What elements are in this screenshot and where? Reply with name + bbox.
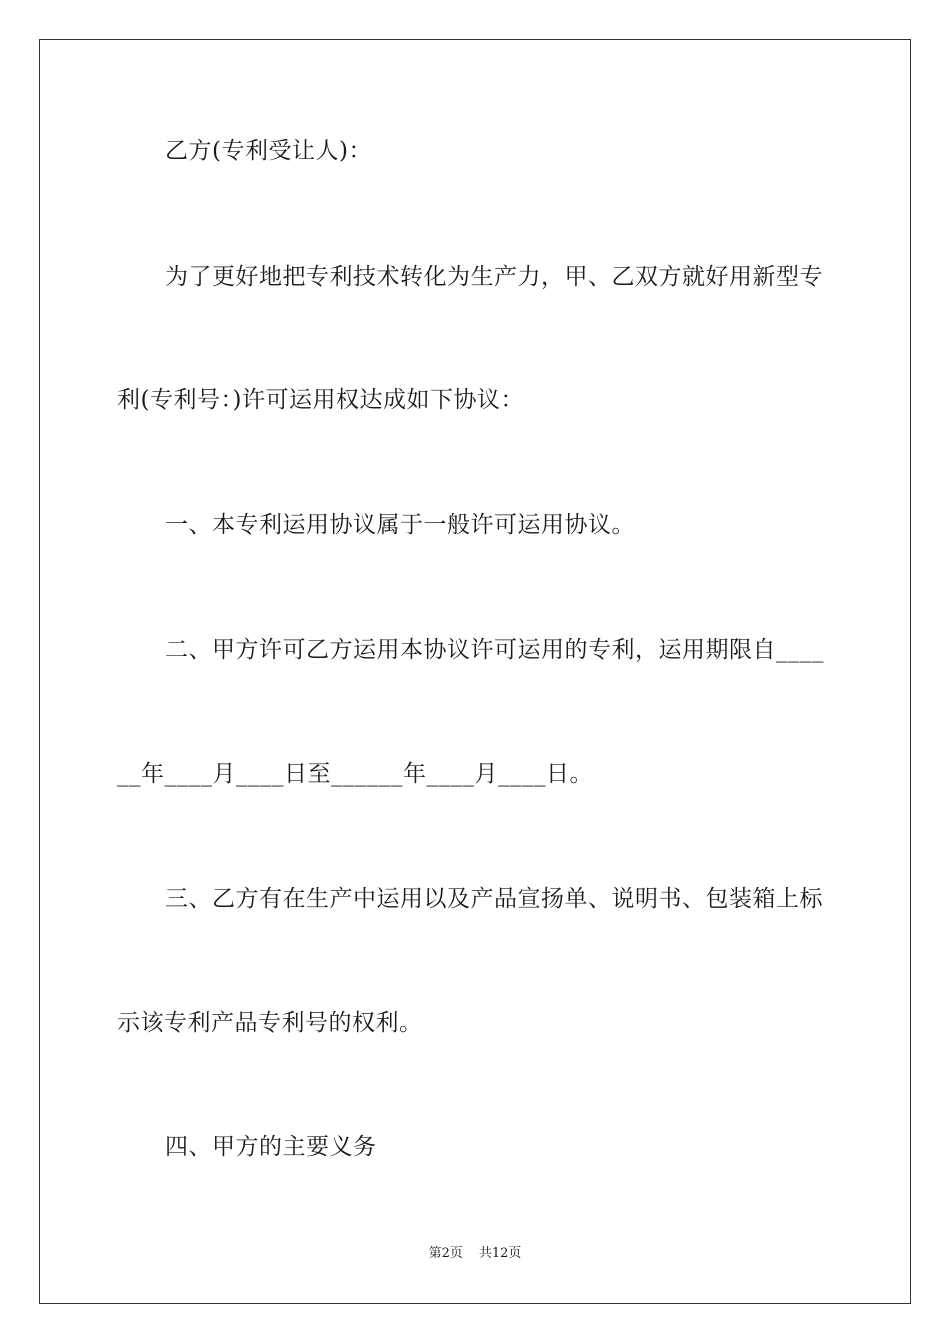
paragraph-line-intro-2: 利(专利号：)许可运用权达成如下协议： [117,387,524,413]
paragraph-line-party-b: 乙方(专利受让人)： [165,138,372,164]
paragraph-line-clause-2a: 二、甲方许可乙方运用本协议许可运用的专利，运用期限自____ [165,637,824,663]
page-border [39,39,911,1304]
paragraph-line-clause-1: 一、本专利运用协议属于一般许可运用协议。 [165,512,635,538]
paragraph-line-intro-1: 为了更好地把专利技术转化为生产力，甲、乙双方就好用新型专 [165,264,823,290]
paragraph-line-clause-2b: __年____月____日至______年____月____日。 [117,761,593,787]
page-footer [0,1246,950,1262]
paragraph-line-clause-3a: 三、乙方有在生产中运用以及产品宣扬单、说明书、包装箱上标 [165,886,823,912]
paragraph-line-clause-4: 四、甲方的主要义务 [165,1134,377,1160]
paragraph-line-clause-3b: 示该专利产品专利号的权利。 [117,1010,423,1036]
page-number-total: 共12页 [478,1246,522,1261]
page-number-current: 第2页 [428,1246,463,1261]
